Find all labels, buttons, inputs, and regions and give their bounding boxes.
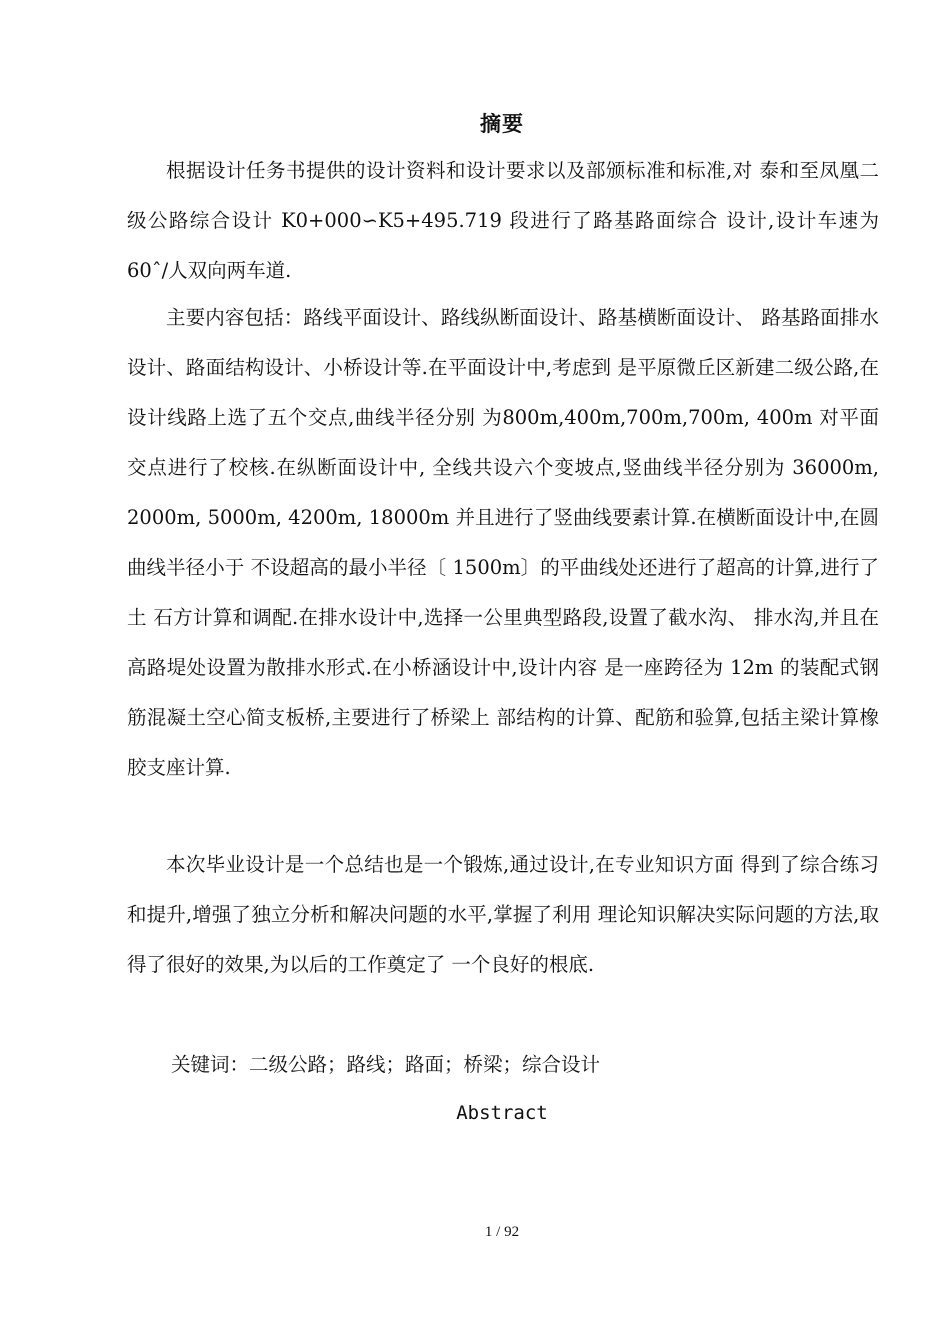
- paragraph-1: 根据设计任务书提供的设计资料和设计要求以及部颁标准和标准,对 泰和至凤凰二级公路综合设计 K0+000∽K5+495.719 段进行了路基路面综合 设计,设计车速为 60ˆ/人双向两车道.: [127, 159, 879, 282]
- page-number: 1 / 92: [484, 1224, 520, 1240]
- abstract-heading: Abstract: [456, 1102, 548, 1124]
- page-title: 摘要: [480, 112, 524, 136]
- keywords-line: 关键词：二级公路；路线；路面；桥梁；综合设计: [171, 1053, 601, 1076]
- paragraph-2: 主要内容包括：路线平面设计、路线纵断面设计、路基横断面设计、 路基路面排水设计、路面结构设计、小桥设计等.在平面设计中,考虑到 是平原微丘区新建二级公路,在设计线路上选了五个交点,曲线半径分别 为800m,400m,700m,700m, 400m 对平面交点进行了校核.在纵断面设计中, 全线共设六个变坡点,竖曲线半径分别为 36000m, 2000m, 5000m, 4200m, 18000m 并且进行了竖曲线要素计算.在横断面设计中,在圆曲线半径小于 不设超高的最小半径〔 1500m〕的平曲线处还进行了超高的计算,进行了土 石方计算和调配.在排水设计中,选择一公里典型路段,设置了截水沟、 排水沟,并且在高路堤处设置为散排水形式.在小桥涵设计中,设计内容 是一座跨径为 12m 的装配式钢筋混凝土空心简支板桥,主要进行了桥梁上 部结构的计算、配筋和验算,包括主梁计算橡胶支座计算.: [127, 306, 879, 779]
- paragraph-3: 本次毕业设计是一个总结也是一个锻炼,通过设计,在专业知识方面 得到了综合练习和提升,增强了独立分析和解决问题的水平,掌握了利用 理论知识解决实际问题的方法,取得了很好的效果,为以后的工作奠定了 一个良好的根底.: [127, 853, 879, 976]
